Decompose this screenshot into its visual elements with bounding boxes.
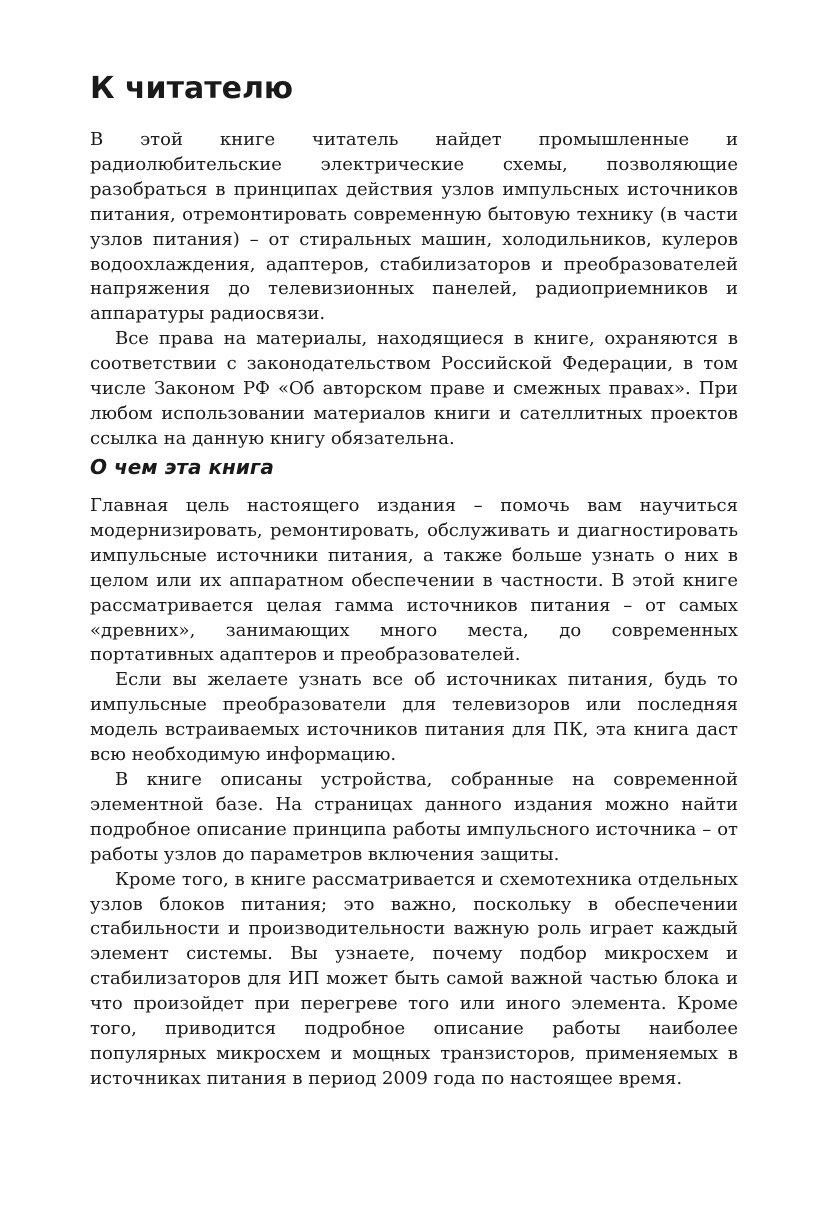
chapter-paragraph: Все права на материалы, находящиеся в книге, охраняются в соответствии с законодательством Российской Федерации, в том числе Законом РФ «Об авторском праве и смежных правах». При любом использовании материалов книги и сателлитных проектов ссылка на данную книгу обязательна. [90,328,738,449]
section-paragraph: В книге описаны устройства, собранные на современной элементной базе. На страницах данного издания можно найти подробное описание принципа работы импульсного источника – от работы узлов до параметров включения защиты. [90,768,738,865]
chapter-paragraph: В этой книге читатель найдет промышленные и радиолюбительские электрические схемы, позволяющие разобраться в принципах действия узлов импульсных источников питания, отремонтировать современную бытовую технику (в части узлов питания) – от стиральных машин, холодильников, кулеров водоохлаждения, адаптеров, стабилизаторов и преобразователей напряжения до телевизионных панелей, радиоприемников и аппаратуры радиосвязи. [90,129,738,325]
section-paragraph: Главная цель настоящего издания – помочь вам научиться модернизировать, ремонтировать, обслуживать и диагностировать импульсные источники питания, а также больше узнать о них в целом или их аппаратном обеспечении в частности. В этой книге рассматривается целая гамма источников питания – от самых «древних», занимающих много места, до современных портативных адаптеров и преобразователей. [90,495,738,666]
section-paragraph: Кроме того, в книге рассматривается и схемотехника отдельных узлов блоков питания; это важно, поскольку в обеспечении стабильности и производительности важную роль играет каждый элемент системы. Вы узнаете, почему подбор микросхем и стабилизаторов для ИП может быть самой важной частью блока и что произойдет при перегреве того или иного элемента. Кроме того, приводится подробное описание работы наиболее популярных микросхем и мощных транзисторов, применяемых в источниках питания в период 2009 года по настоящее время. [90,868,738,1089]
section-paragraph: Если вы желаете узнать все об источниках питания, будь то импульсные преобразователи для телевизоров или последняя модель встраиваемых источников питания для ПК, эта книга даст всю необходимую информацию. [90,669,738,766]
section-title: О чем эта книга [90,455,274,479]
section-body [90,494,738,1092]
chapter-body [90,128,738,452]
chapter-title: К читателю [90,71,294,106]
